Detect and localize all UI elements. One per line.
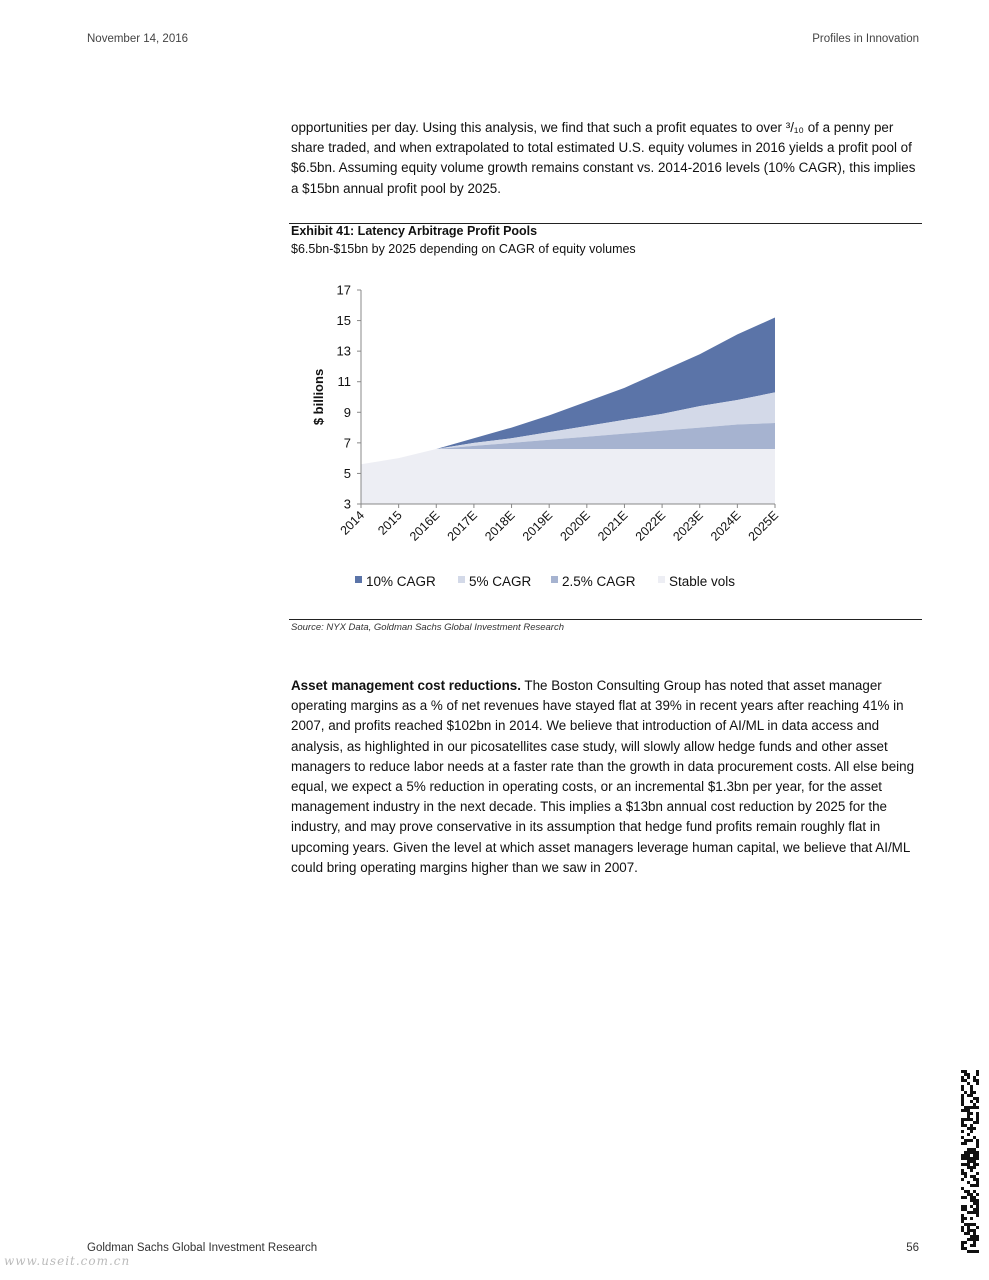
barcode-module bbox=[970, 1130, 973, 1133]
barcode-module bbox=[976, 1079, 979, 1082]
barcode-module bbox=[973, 1238, 976, 1241]
x-tick-label: 2024E bbox=[708, 508, 744, 544]
barcode-module bbox=[976, 1157, 979, 1160]
barcode-module bbox=[976, 1202, 979, 1205]
barcode-module bbox=[973, 1157, 976, 1160]
barcode-module bbox=[970, 1211, 973, 1214]
barcode-module bbox=[961, 1079, 964, 1082]
barcode-module bbox=[964, 1157, 967, 1160]
x-tick-label: 2019E bbox=[519, 508, 556, 544]
barcode-module bbox=[973, 1127, 976, 1130]
barcode-module bbox=[961, 1169, 964, 1172]
barcode-module bbox=[973, 1241, 976, 1244]
barcode-module bbox=[976, 1145, 979, 1148]
body-text: The Boston Consulting Group has noted that asset manager operating margins as a % of net revenues have stayed flat at 39% in recent years after reaching 41% in 2007, and profits reached $102bn in 2014. We believe that introduction of AI/ML in data access and analysis, as highlighted in our picosatellites case study, will slowly allow hedge funds and other asset managers to reduce labor needs at a faster rate than the growth in data procurement costs. All else being equal, we expect a 5% reduction in operating costs, or an incremental $1.3bn per year, for the asset management industry in the next decade. This implies a $13bn annual cost reduction by 2025 for the industry, and may prove conservative in its assumption that hedge fund profits remain roughly flat in upcoming years. Given the level at which asset managers leverage human capital, we believe that AI/ML could bring operating margins higher than we saw in 2007. bbox=[291, 678, 915, 875]
barcode-module bbox=[970, 1139, 973, 1142]
barcode-module bbox=[964, 1151, 967, 1154]
y-tick-label: 5 bbox=[343, 465, 351, 481]
barcode-module bbox=[970, 1235, 973, 1238]
barcode-module bbox=[976, 1142, 979, 1145]
barcode-module bbox=[964, 1109, 967, 1112]
y-tick-label: 7 bbox=[343, 435, 351, 451]
barcode-module bbox=[973, 1166, 976, 1169]
barcode-module bbox=[967, 1154, 970, 1157]
header-date: November 14, 2016 bbox=[87, 33, 189, 45]
barcode-module bbox=[976, 1250, 979, 1253]
barcode-module bbox=[976, 1139, 979, 1142]
x-tick-label: 2018E bbox=[482, 508, 518, 544]
barcode-module bbox=[976, 1163, 979, 1166]
barcode-module bbox=[967, 1229, 970, 1232]
barcode-module bbox=[976, 1082, 979, 1085]
barcode-module bbox=[976, 1112, 979, 1115]
barcode-module bbox=[961, 1205, 964, 1208]
barcode-module bbox=[973, 1175, 976, 1178]
barcode-module bbox=[967, 1232, 970, 1235]
barcode-module bbox=[973, 1250, 976, 1253]
barcode-module bbox=[973, 1229, 976, 1232]
barcode-module bbox=[970, 1112, 973, 1115]
y-tick-label: 15 bbox=[336, 313, 351, 329]
barcode-module bbox=[961, 1100, 964, 1103]
legend-label: 2.5% CAGR bbox=[562, 574, 636, 589]
x-tick-label: 2015 bbox=[375, 508, 405, 538]
legend-swatch bbox=[458, 576, 465, 583]
barcode-module bbox=[961, 1172, 964, 1175]
barcode-module bbox=[961, 1244, 964, 1247]
barcode-module bbox=[967, 1211, 970, 1214]
barcode-module bbox=[964, 1091, 967, 1094]
barcode-module bbox=[976, 1118, 979, 1121]
barcode-module bbox=[961, 1196, 964, 1199]
exhibit-bottom-rule bbox=[289, 619, 922, 620]
barcode-module bbox=[964, 1073, 967, 1076]
barcode-module bbox=[976, 1100, 979, 1103]
barcode-icon bbox=[961, 1070, 979, 1255]
barcode-module bbox=[970, 1094, 973, 1097]
barcode-module bbox=[973, 1244, 976, 1247]
barcode-module bbox=[973, 1079, 976, 1082]
legend-swatch bbox=[551, 576, 558, 583]
barcode-module bbox=[967, 1109, 970, 1112]
barcode-module bbox=[973, 1106, 976, 1109]
barcode-module bbox=[976, 1154, 979, 1157]
body-paragraph bbox=[291, 676, 922, 878]
barcode-module bbox=[970, 1250, 973, 1253]
barcode-module bbox=[976, 1199, 979, 1202]
barcode-module bbox=[973, 1091, 976, 1094]
barcode-module bbox=[973, 1184, 976, 1187]
barcode-module bbox=[967, 1223, 970, 1226]
barcode-module bbox=[967, 1238, 970, 1241]
barcode-module bbox=[970, 1229, 973, 1232]
barcode-module bbox=[961, 1208, 964, 1211]
exhibit-source: Source: NYX Data, Goldman Sachs Global Investment Research bbox=[291, 622, 564, 633]
barcode-module bbox=[970, 1085, 973, 1088]
barcode-module bbox=[964, 1217, 967, 1220]
barcode-module bbox=[967, 1163, 970, 1166]
intro-paragraph: opportunities per day. Using this analysis, we find that such a profit equates to over ³/₁₀ of a penny per share traded, and when extrapolated to total estimated U.S. equity volumes in 2016 yields a profit pool of $6.5bn. Assuming equity volume growth remains constant vs. 2014-2016 levels (10% CAGR), this implies a $15bn annual profit pool by 2025. bbox=[291, 120, 916, 196]
legend-swatch bbox=[355, 576, 362, 583]
barcode-module bbox=[976, 1181, 979, 1184]
barcode-module bbox=[967, 1160, 970, 1163]
barcode-module bbox=[976, 1097, 979, 1100]
barcode-module bbox=[961, 1187, 964, 1190]
y-tick-label: 3 bbox=[343, 496, 351, 512]
barcode-module bbox=[967, 1166, 970, 1169]
barcode-module bbox=[967, 1112, 970, 1115]
x-tick-label: 2021E bbox=[595, 508, 631, 544]
barcode-module bbox=[976, 1226, 979, 1229]
barcode-module bbox=[961, 1085, 964, 1088]
barcode-module bbox=[976, 1184, 979, 1187]
barcode-module bbox=[970, 1088, 973, 1091]
y-tick-label: 11 bbox=[337, 374, 351, 390]
barcode-module bbox=[976, 1073, 979, 1076]
footer-page-number: 56 bbox=[906, 1242, 919, 1254]
barcode-module bbox=[973, 1160, 976, 1163]
barcode-module bbox=[961, 1121, 964, 1124]
barcode-module bbox=[961, 1118, 964, 1121]
barcode-module bbox=[964, 1196, 967, 1199]
barcode-module bbox=[973, 1196, 976, 1199]
barcode-module bbox=[976, 1205, 979, 1208]
barcode-module bbox=[964, 1175, 967, 1178]
x-tick-label: 2025E bbox=[745, 508, 782, 544]
barcode-module bbox=[961, 1070, 964, 1073]
barcode-module bbox=[961, 1241, 964, 1244]
barcode-module bbox=[967, 1157, 970, 1160]
barcode-module bbox=[976, 1211, 979, 1214]
barcode-module bbox=[970, 1199, 973, 1202]
barcode-module bbox=[961, 1097, 964, 1100]
barcode-module bbox=[976, 1193, 979, 1196]
barcode-module bbox=[970, 1217, 973, 1220]
barcode-module bbox=[973, 1232, 976, 1235]
barcode-module bbox=[970, 1244, 973, 1247]
barcode-module bbox=[964, 1205, 967, 1208]
barcode-module bbox=[976, 1208, 979, 1211]
barcode-module bbox=[970, 1169, 973, 1172]
x-tick-label: 2022E bbox=[632, 508, 669, 544]
barcode-module bbox=[976, 1235, 979, 1238]
barcode-module bbox=[970, 1223, 973, 1226]
header-section: Profiles in Innovation bbox=[812, 33, 919, 45]
barcode-module bbox=[967, 1133, 970, 1136]
barcode-module bbox=[961, 1094, 964, 1097]
x-tick-label: 2014 bbox=[337, 508, 368, 538]
barcode-module bbox=[961, 1124, 964, 1127]
barcode-module bbox=[970, 1100, 973, 1103]
barcode-module bbox=[961, 1154, 964, 1157]
barcode-module bbox=[976, 1070, 979, 1073]
barcode-module bbox=[964, 1241, 967, 1244]
barcode-module bbox=[970, 1124, 973, 1127]
barcode-module bbox=[970, 1091, 973, 1094]
barcode-module bbox=[976, 1238, 979, 1241]
barcode-module bbox=[973, 1148, 976, 1151]
barcode-module bbox=[973, 1208, 976, 1211]
barcode-module bbox=[964, 1106, 967, 1109]
barcode-module bbox=[973, 1103, 976, 1106]
exhibit-subtitle: $6.5bn-$15bn by 2025 depending on CAGR of equity volumes bbox=[291, 242, 636, 256]
barcode-module bbox=[964, 1223, 967, 1226]
barcode-module bbox=[970, 1127, 973, 1130]
series-area-stable-vols bbox=[361, 449, 775, 504]
barcode-module bbox=[976, 1115, 979, 1118]
barcode-module bbox=[961, 1220, 964, 1223]
legend-label: 5% CAGR bbox=[469, 574, 532, 589]
barcode-module bbox=[970, 1106, 973, 1109]
barcode-module bbox=[973, 1178, 976, 1181]
barcode-module bbox=[964, 1163, 967, 1166]
barcode-module bbox=[964, 1118, 967, 1121]
barcode-module bbox=[973, 1076, 976, 1079]
barcode-module bbox=[967, 1226, 970, 1229]
barcode-module bbox=[976, 1172, 979, 1175]
barcode-module bbox=[970, 1205, 973, 1208]
barcode-module bbox=[961, 1163, 964, 1166]
barcode-module bbox=[973, 1190, 976, 1193]
y-tick-label: 9 bbox=[343, 404, 351, 420]
footer-publisher: Goldman Sachs Global Investment Research bbox=[87, 1242, 318, 1254]
barcode-module bbox=[961, 1247, 964, 1250]
barcode-module bbox=[970, 1238, 973, 1241]
exhibit-title: Exhibit 41: Latency Arbitrage Profit Pools bbox=[291, 224, 538, 238]
barcode-module bbox=[970, 1184, 973, 1187]
barcode-module bbox=[970, 1160, 973, 1163]
legend-label: 10% CAGR bbox=[366, 574, 436, 589]
barcode-module bbox=[967, 1250, 970, 1253]
barcode-module bbox=[964, 1142, 967, 1145]
barcode-module bbox=[973, 1223, 976, 1226]
barcode-module bbox=[964, 1154, 967, 1157]
y-axis-label: $ billions bbox=[311, 368, 326, 426]
barcode-module bbox=[961, 1229, 964, 1232]
barcode-module bbox=[976, 1178, 979, 1181]
barcode-module bbox=[973, 1151, 976, 1154]
barcode-module bbox=[973, 1136, 976, 1139]
legend-swatch bbox=[658, 576, 665, 583]
barcode-module bbox=[961, 1109, 964, 1112]
x-tick-label: 2016E bbox=[406, 508, 443, 544]
barcode-module bbox=[967, 1151, 970, 1154]
y-tick-label: 13 bbox=[336, 343, 351, 359]
barcode-module bbox=[964, 1190, 967, 1193]
barcode-module bbox=[973, 1235, 976, 1238]
barcode-module bbox=[973, 1199, 976, 1202]
barcode-module bbox=[961, 1136, 964, 1139]
barcode-module bbox=[967, 1139, 970, 1142]
barcode-module bbox=[973, 1211, 976, 1214]
barcode-module bbox=[964, 1070, 967, 1073]
barcode-module bbox=[961, 1076, 964, 1079]
barcode-module bbox=[964, 1172, 967, 1175]
barcode-module bbox=[967, 1073, 970, 1076]
y-tick-label: 17 bbox=[336, 282, 351, 298]
barcode-module bbox=[967, 1181, 970, 1184]
barcode-module bbox=[973, 1121, 976, 1124]
barcode-module bbox=[967, 1118, 970, 1121]
barcode-module bbox=[961, 1088, 964, 1091]
barcode-module bbox=[967, 1190, 970, 1193]
barcode-module bbox=[964, 1232, 967, 1235]
barcode-module bbox=[964, 1124, 967, 1127]
barcode-module bbox=[964, 1208, 967, 1211]
watermark: www.useit.com.cn bbox=[4, 1254, 131, 1268]
barcode-module bbox=[976, 1106, 979, 1109]
barcode-module bbox=[967, 1094, 970, 1097]
legend-label: Stable vols bbox=[669, 574, 736, 589]
x-tick-label: 2017E bbox=[444, 508, 481, 544]
barcode-module bbox=[970, 1193, 973, 1196]
barcode-module bbox=[967, 1076, 970, 1079]
barcode-module bbox=[967, 1193, 970, 1196]
barcode-module bbox=[961, 1226, 964, 1229]
x-tick-label: 2020E bbox=[557, 508, 593, 544]
barcode-module bbox=[967, 1127, 970, 1130]
barcode-module bbox=[967, 1106, 970, 1109]
barcode-module bbox=[967, 1148, 970, 1151]
profit-pool-chart bbox=[291, 275, 851, 610]
barcode-module bbox=[970, 1151, 973, 1154]
barcode-module bbox=[964, 1139, 967, 1142]
barcode-module bbox=[967, 1115, 970, 1118]
barcode-module bbox=[961, 1103, 964, 1106]
barcode-module bbox=[973, 1163, 976, 1166]
barcode-module bbox=[964, 1079, 967, 1082]
barcode-module bbox=[976, 1214, 979, 1217]
barcode-module bbox=[961, 1217, 964, 1220]
barcode-module bbox=[970, 1175, 973, 1178]
barcode-module bbox=[970, 1157, 973, 1160]
barcode-module bbox=[970, 1148, 973, 1151]
barcode-module bbox=[976, 1151, 979, 1154]
barcode-module bbox=[961, 1157, 964, 1160]
barcode-module bbox=[961, 1214, 964, 1217]
barcode-module bbox=[973, 1202, 976, 1205]
barcode-module bbox=[970, 1118, 973, 1121]
barcode-module bbox=[973, 1097, 976, 1100]
barcode-module bbox=[964, 1247, 967, 1250]
barcode-module bbox=[976, 1121, 979, 1124]
barcode-module bbox=[967, 1082, 970, 1085]
barcode-module bbox=[961, 1178, 964, 1181]
barcode-module bbox=[973, 1154, 976, 1157]
barcode-module bbox=[961, 1130, 964, 1133]
x-tick-label: 2023E bbox=[670, 508, 706, 544]
barcode-module bbox=[961, 1142, 964, 1145]
barcode-module bbox=[970, 1196, 973, 1199]
barcode-module bbox=[970, 1166, 973, 1169]
body-heading: Asset management cost reductions. bbox=[291, 678, 521, 693]
